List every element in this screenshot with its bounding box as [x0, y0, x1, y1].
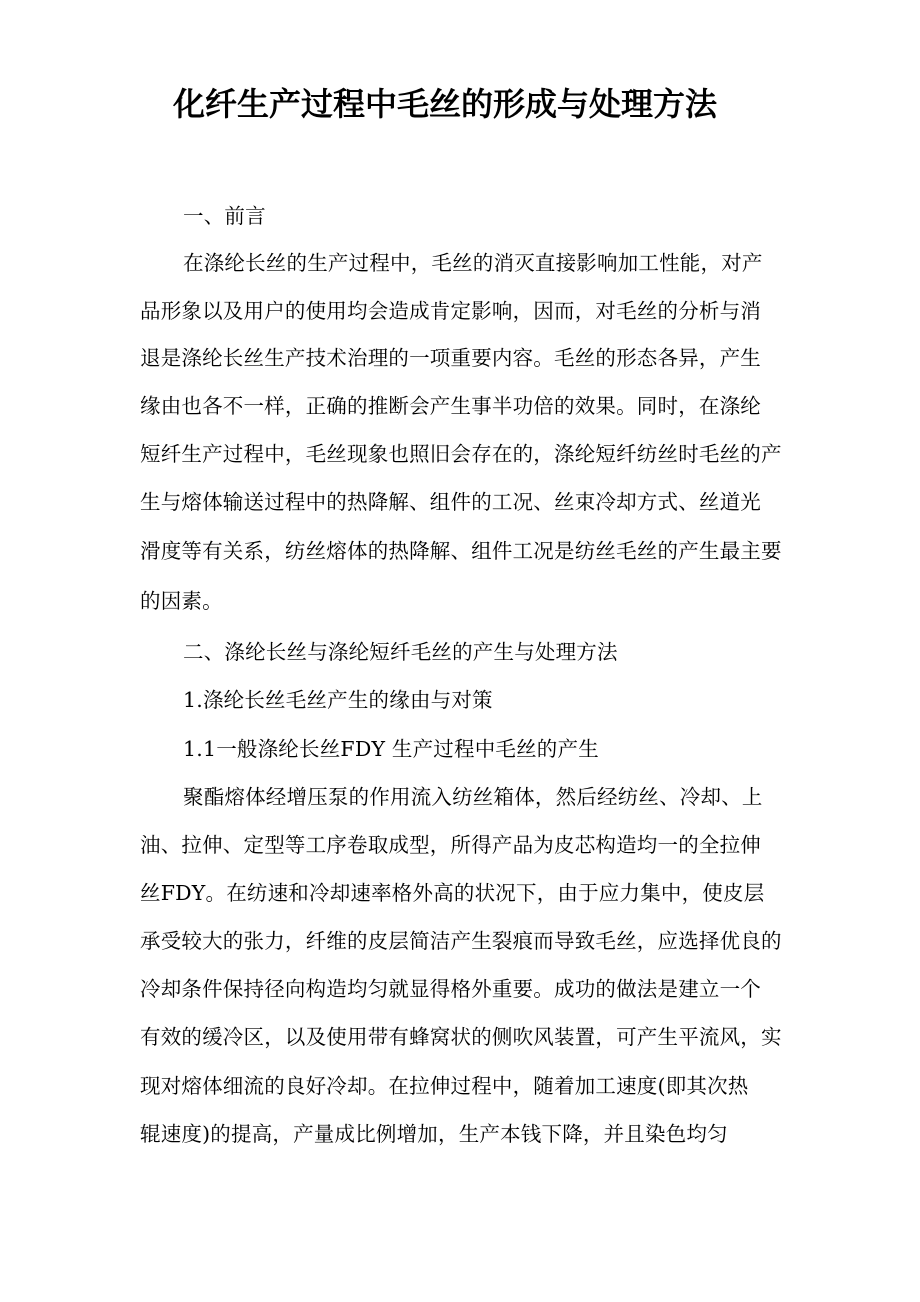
paragraph-line: 丝FDY。在纺速和冷却速率格外高的状况下，由于应力集中，使皮层 — [140, 881, 765, 905]
paragraph-line: 油、拉伸、定型等工序卷取成型，所得产品为皮芯构造均一的全拉伸 — [140, 833, 761, 857]
paragraph-line: 滑度等有关系，纺丝熔体的热降解、组件工况是纺丝毛丝的产生最主要 — [140, 539, 782, 563]
paragraph-line: 的因素。 — [140, 589, 223, 613]
paragraph-line: 退是涤纶长丝生产技术治理的一项重要内容。毛丝的形态各异，产生 — [140, 346, 761, 370]
section-heading-preface: 一、前言 — [183, 204, 266, 228]
paragraph-line: 聚酯熔体经增压泵的作用流入纺丝箱体，然后经纺丝、冷却、上 — [183, 785, 763, 809]
paragraph-line: 缘由也各不一样，正确的推断会产生事半功倍的效果。同时，在涤纶 — [140, 394, 761, 418]
paragraph-line: 承受较大的张力，纤维的皮层简洁产生裂痕而导致毛丝，应选择优良的 — [140, 929, 782, 953]
document-title: 化纤生产过程中毛丝的形成与处理方法 — [172, 85, 717, 123]
paragraph-line: 辊速度)的提高，产量成比例增加，生产本钱下降，并且染色均匀 — [140, 1122, 728, 1146]
section-heading-2: 二、涤纶长丝与涤纶短纤毛丝的产生与处理方法 — [183, 640, 618, 664]
paragraph-line: 短纤生产过程中，毛丝现象也照旧会存在的，涤纶短纤纺丝时毛丝的产 — [140, 442, 782, 466]
subsection-heading-1: 1.涤纶长丝毛丝产生的缘由与对策 — [183, 688, 493, 712]
paragraph-line: 有效的缓冷区，以及使用带有蜂窝状的侧吹风装置，可产生平流风，实 — [140, 1025, 782, 1049]
paragraph-line: 生与熔体输送过程中的热降解、组件的工况、丝束冷却方式、丝道光 — [140, 490, 761, 514]
paragraph-line: 冷却条件保持径向构造均匀就显得格外重要。成功的做法是建立一个 — [140, 977, 761, 1001]
paragraph-line: 品形象以及用户的使用均会造成肯定影响，因而，对毛丝的分析与消 — [140, 299, 761, 323]
paragraph-line: 现对熔体细流的良好冷却。在拉伸过程中，随着加工速度(即其次热 — [140, 1074, 749, 1098]
subsection-heading-1-1: 1.1一般涤纶长丝FDY 生产过程中毛丝的产生 — [183, 737, 599, 761]
paragraph-line: 在涤纶长丝的生产过程中，毛丝的消灭直接影响加工性能，对产 — [183, 251, 763, 275]
